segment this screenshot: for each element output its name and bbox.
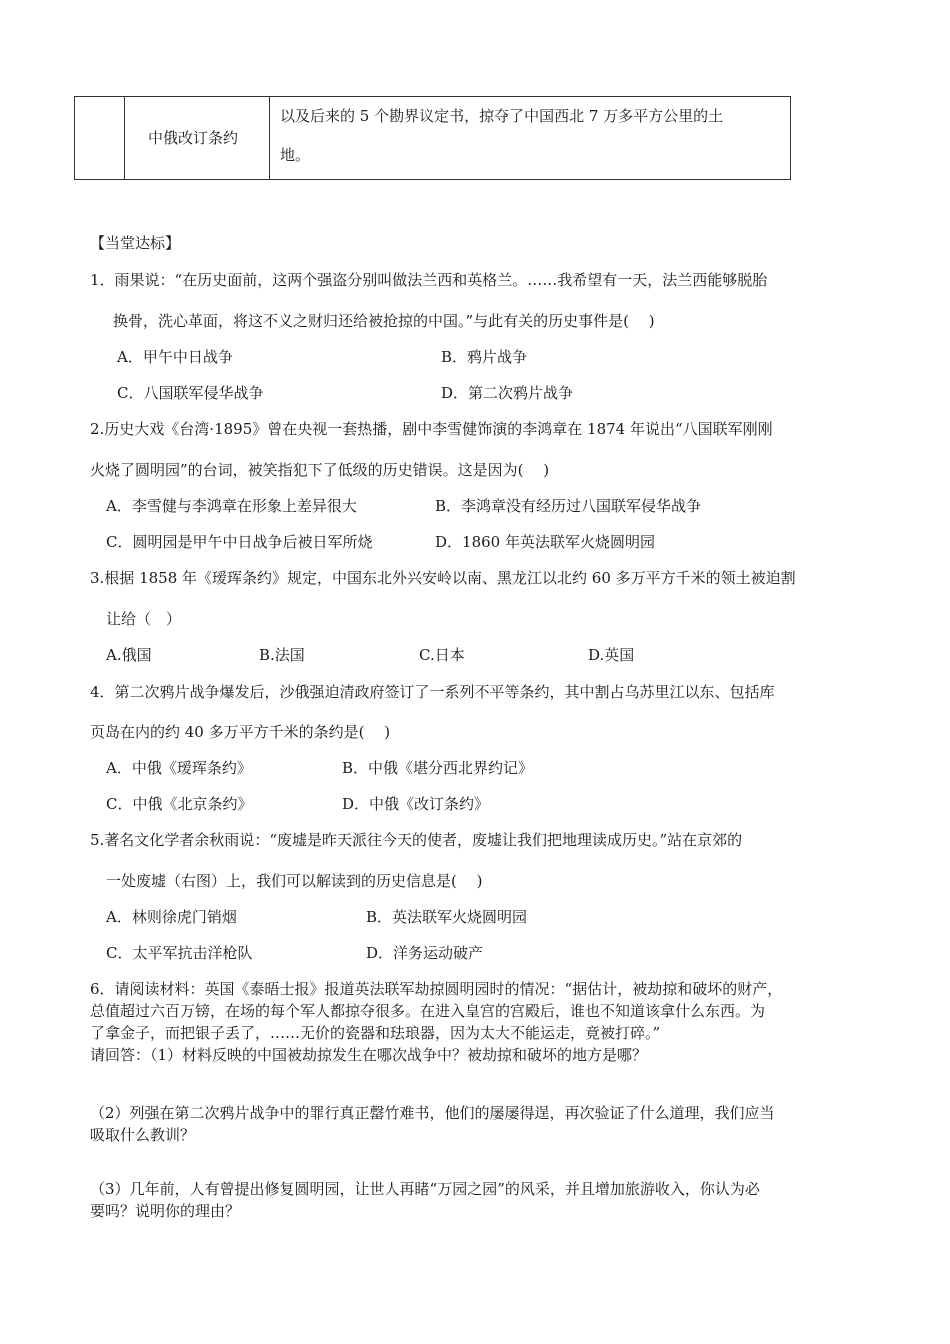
q2-line1: 2.历史大戏《台湾·1895》曾在央视一套热播，剧中李雪健饰演的李鸿章在 1874 年说出“八国联军刚刚 bbox=[90, 420, 773, 438]
q4-option-d: D．中俄《改订条约》 bbox=[342, 795, 490, 813]
q2-option-d: D．1860 年英法联军火烧圆明园 bbox=[435, 533, 655, 551]
q4-option-b: B．中俄《堪分西北界约记》 bbox=[342, 759, 534, 777]
q3-option-b: B.法国 bbox=[259, 646, 305, 664]
q6-line2: 总值超过六百万镑，在场的每个军人都掠夺很多。在进入皇宫的宫殿后，谁也不知道该拿什么东西。为 bbox=[90, 1002, 766, 1020]
q6-line4: 请回答：（1）材料反映的中国被劫掠发生在哪次战争中？被劫掠和破坏的地方是哪？ bbox=[90, 1046, 648, 1064]
q5-option-c: C．太平军抗击洋枪队 bbox=[106, 944, 253, 962]
q5-option-d: D．洋务运动破产 bbox=[366, 944, 484, 962]
q5-option-b: B．英法联军火烧圆明园 bbox=[366, 908, 528, 926]
q3-line1: 3.根据 1858 年《瑷珲条约》规定，中国东北外兴安岭以南、黑龙江以北约 60 多万平方千米的领土被迫割 bbox=[90, 569, 796, 587]
q3-line2: 让给（ ） bbox=[106, 610, 182, 628]
q6-part3-line1: （3）几年前，人有曾提出修复圆明园，让世人再睹“万园之园”的风采，并且增加旅游收入，你认为必 bbox=[90, 1180, 760, 1198]
q6-line3: 了拿金子，而把银子丢了，……无价的瓷器和珐琅器，因为太大不能运走，竟被打碎。” bbox=[90, 1024, 661, 1042]
q2-option-c: C．圆明园是甲午中日战争后被日军所烧 bbox=[106, 533, 373, 551]
q5-option-a: A．林则徐虎门销烟 bbox=[106, 908, 237, 926]
q2-option-a: A．李雪健与李鸿章在形象上差异很大 bbox=[106, 497, 357, 515]
q6-line1: 6．请阅读材料：英国《泰晤士报》报道英法联军劫掠圆明园时的情况：“据估计，被劫掠和破坏的财产， bbox=[90, 980, 783, 998]
q3-option-c: C.日本 bbox=[419, 646, 465, 664]
q1-option-c: C．八国联军侵华战争 bbox=[117, 384, 264, 402]
q1-option-d: D．第二次鸦片战争 bbox=[441, 384, 574, 402]
treaty-table bbox=[74, 96, 791, 180]
treaty-desc-line1: 以及后来的 5 个勘界议定书，掠夺了中国西北 7 万多平方公里的土 bbox=[280, 107, 724, 125]
q6-part2-line1: （2）列强在第二次鸦片战争中的罪行真正罄竹难书，他们的屡屡得逞，再次验证了什么道理，我们应当 bbox=[90, 1104, 775, 1122]
q4-option-c: C．中俄《北京条约》 bbox=[106, 795, 253, 813]
q1-option-b: B．鸦片战争 bbox=[441, 348, 528, 366]
treaty-name: 中俄改订条约 bbox=[148, 129, 239, 147]
q1-line2: 换骨，洗心革面，将这不义之财归还给被抢掠的中国。”与此有关的历史事件是( ) bbox=[113, 312, 655, 330]
q4-line1: 4．第二次鸦片战争爆发后，沙俄强迫清政府签订了一系列不平等条约，其中割占乌苏里江以东、包括库 bbox=[90, 683, 775, 701]
treaty-desc-line2: 地。 bbox=[280, 146, 311, 164]
q5-line2: 一处废墟（右图）上，我们可以解读到的历史信息是( ) bbox=[106, 872, 483, 890]
q5-line1: 5.著名文化学者余秋雨说：“废墟是昨天派往今天的使者，废墟让我们把地理读成历史。”站在京郊的 bbox=[90, 831, 743, 849]
table-cell-empty bbox=[75, 97, 125, 179]
section-title: 【当堂达标】 bbox=[90, 234, 181, 252]
q4-option-a: A．中俄《瑷珲条约》 bbox=[106, 759, 252, 777]
q2-line2: 火烧了圆明园”的台词，被笑指犯下了低级的历史错误。这是因为( ) bbox=[90, 461, 550, 479]
q3-option-d: D.英国 bbox=[588, 646, 635, 664]
q1-line1: 1．雨果说：“在历史面前，这两个强盗分别叫做法兰西和英格兰。……我希望有一天，法兰西能够脱胎 bbox=[90, 271, 768, 289]
q4-line2: 页岛在内的约 40 多万平方千米的条约是( ) bbox=[90, 723, 391, 741]
q6-part3-line2: 要吗？说明你的理由？ bbox=[90, 1202, 241, 1220]
table-cell-treaty-name bbox=[125, 97, 270, 179]
q2-option-b: B．李鸿章没有经历过八国联军侵华战争 bbox=[435, 497, 702, 515]
q3-option-a: A.俄国 bbox=[106, 646, 152, 664]
q1-option-a: A．甲午中日战争 bbox=[117, 348, 233, 366]
table-cell-description bbox=[270, 97, 790, 179]
q6-part2-line2: 吸取什么教训？ bbox=[90, 1126, 196, 1144]
